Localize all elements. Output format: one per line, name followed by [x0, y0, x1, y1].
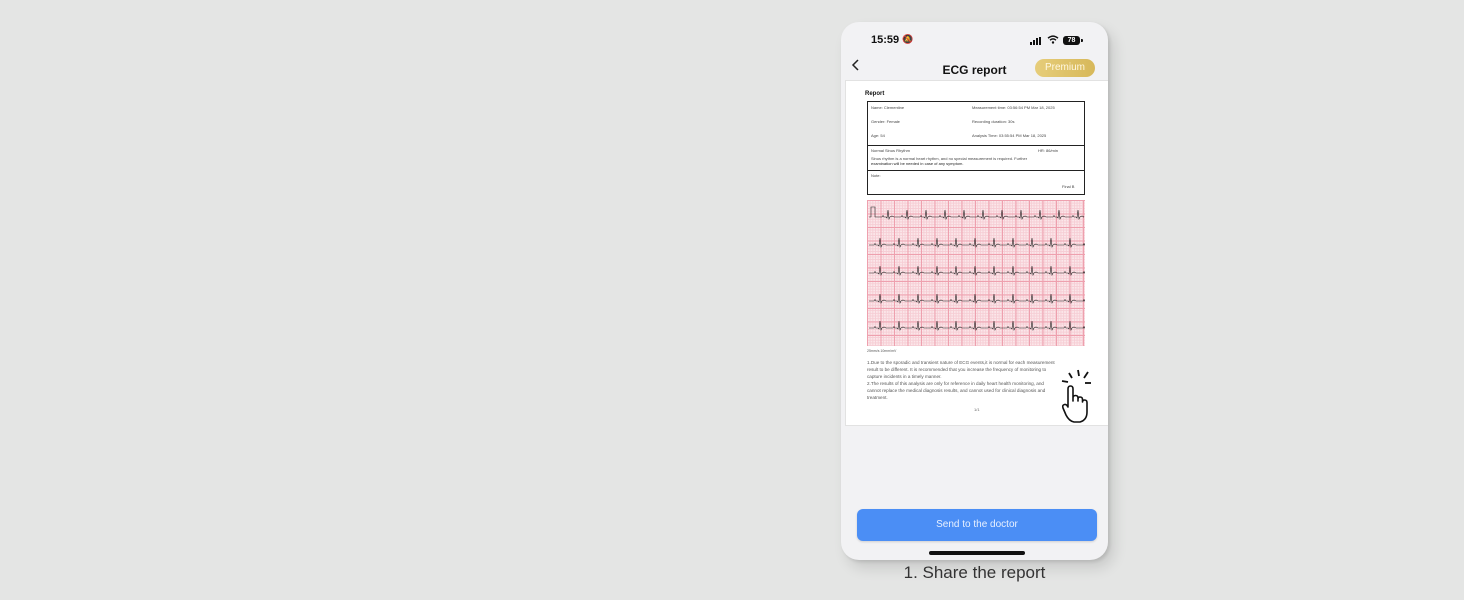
ecg-scale-caption: 25mm/s 10mm/mV: [867, 349, 897, 353]
result-text-2: examination will be needed in case of any symptom.: [871, 161, 964, 166]
ecg-waveform-chart: [867, 200, 1085, 346]
mute-bell-icon: 🔕: [902, 34, 914, 44]
heart-rate: HR: 86/min: [1038, 148, 1059, 153]
note-label: Note:: [871, 173, 881, 178]
signature: Final B: [1062, 184, 1075, 189]
status-time: 15:59: [871, 34, 900, 46]
ecg-trace-line: [869, 266, 1085, 275]
battery-icon: 78: [1063, 36, 1080, 45]
ecg-trace-line: [869, 238, 1085, 247]
phone-screen: [841, 22, 1108, 560]
send-to-doctor-button[interactable]: Send to the doctor: [857, 509, 1097, 541]
ecg-trace-line: [869, 294, 1085, 303]
measurement-time: Measurement time: 03:56:54 PM Mar 18, 2025: [972, 105, 1055, 110]
signal-icon: [1030, 37, 1043, 45]
page-title: ECG report: [942, 63, 1007, 77]
note-line: capture incidents in a timely manner.: [867, 374, 942, 379]
page-number: 1/1: [974, 407, 980, 412]
patient-age: Age: 54: [871, 133, 885, 138]
report-notes: [867, 359, 1087, 401]
note-line: 1.Due to the sporadic and transient nature of ECG events,it is normal for each measurement: [867, 360, 1055, 365]
ecg-traces: [867, 200, 1085, 346]
note-line: cannot replace the medical diagnosis results, and cannot used for clinical diagnosis and: [867, 388, 1046, 393]
analysis-time: Analysis Time: 03:55:54 PM Mar 18, 2025: [972, 133, 1047, 138]
patient-name: Name: Clementine: [871, 105, 905, 110]
report-info-table: [867, 101, 1085, 195]
step-caption: 1. Share the report: [903, 563, 1046, 582]
tap-hand-icon: [1058, 367, 1094, 442]
ecg-trace-line: [869, 321, 1085, 330]
note-line: 2.The results of this analysis are only for reference in daily heart health monitoring, and: [867, 381, 1044, 386]
wifi-icon: [1047, 35, 1059, 47]
patient-gender: Gender: Female: [871, 119, 900, 124]
premium-badge[interactable]: Premium: [1035, 59, 1095, 77]
report-title: Report: [865, 91, 885, 97]
status-bar: [841, 22, 1108, 56]
result-text-1: Sinus rhythm is a normal heart rhythm, and no special measurement is required. Further: [871, 156, 1028, 161]
note-line: treatment.: [867, 395, 888, 400]
recording-duration: Recording duration: 30s: [972, 119, 1015, 124]
result-heading: Normal Sinus Rhythm: [871, 148, 910, 153]
ecg-trace-line: [869, 207, 1084, 219]
note-line: result to be different. It is recommended that you increase the frequency of monitoring to: [867, 367, 1047, 372]
home-indicator: [929, 551, 1025, 555]
